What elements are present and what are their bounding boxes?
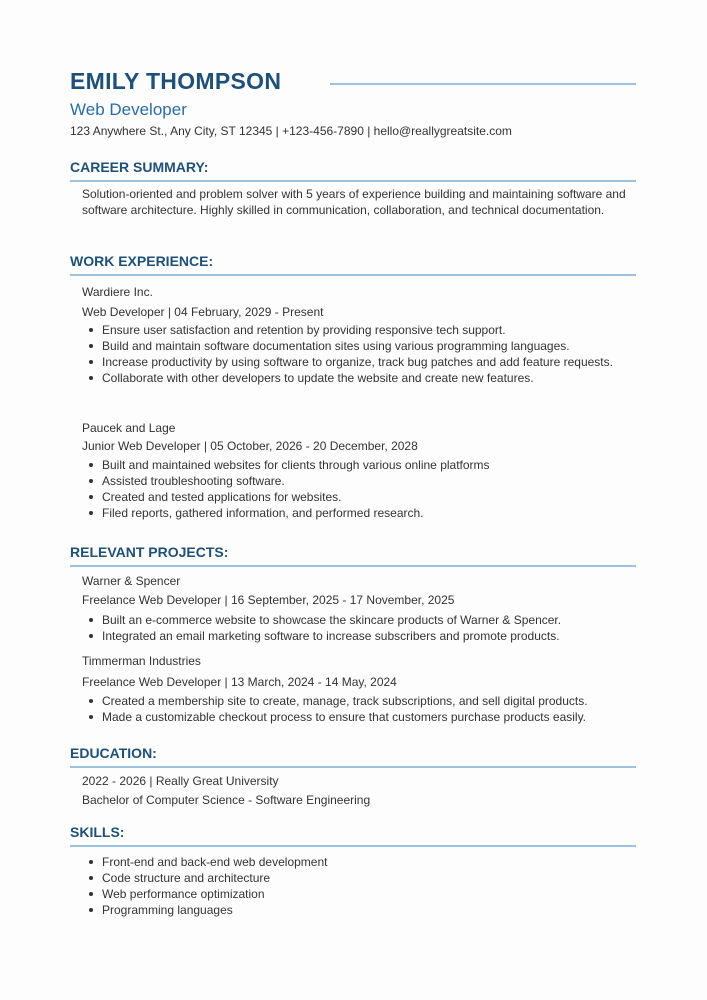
job-position: Web Developer | 04 February, 2029 - Present (82, 305, 324, 319)
section-heading: CAREER SUMMARY: (70, 159, 209, 175)
list-item: Created and tested applications for websites. (82, 489, 622, 505)
relevant-projects-heading-block (70, 543, 636, 567)
project-bullets (82, 693, 622, 725)
section-divider (70, 766, 636, 768)
list-item: Filed reports, gathered information, and performed research. (82, 505, 622, 521)
list-item: Front-end and back-end web development (82, 854, 622, 870)
job-company: Wardiere Inc. (82, 285, 153, 299)
section-heading: SKILLS: (70, 824, 125, 840)
section-heading: EDUCATION: (70, 745, 157, 761)
skills-list (82, 854, 622, 918)
list-item: Programming languages (82, 902, 622, 918)
project-bullets (82, 612, 622, 644)
project-position: Freelance Web Developer | 13 March, 2024 - 14 May, 2024 (82, 675, 397, 689)
project-client: Warner & Spencer (82, 574, 181, 588)
skills-heading-block (70, 823, 636, 847)
list-item: Built an e-commerce website to showcase the skincare products of Warner & Spencer. (82, 612, 622, 628)
job-company: Paucek and Lage (82, 421, 176, 435)
career-summary-heading-block (70, 158, 636, 182)
list-item: Collaborate with other developers to update the website and create new features. (82, 370, 622, 386)
header-divider (330, 83, 636, 85)
project-position: Freelance Web Developer | 16 September, 2025 - 17 November, 2025 (82, 593, 455, 607)
job-position: Junior Web Developer | 05 October, 2026 - 20 December, 2028 (82, 439, 418, 453)
list-item: Built and maintained websites for clients through various online platforms (82, 457, 622, 473)
job-bullets (82, 322, 622, 386)
work-experience-heading-block (70, 252, 636, 276)
list-item: Build and maintain software documentation sites using various programming languages. (82, 338, 622, 354)
list-item: Increase productivity by using software to organize, track bug patches and add feature requests. (82, 354, 622, 370)
list-item: Ensure user satisfaction and retention by providing responsive tech support. (82, 322, 622, 338)
list-item: Made a customizable checkout process to ensure that customers purchase products easily. (82, 709, 622, 725)
section-divider (70, 565, 636, 567)
list-item: Created a membership site to create, manage, track subscriptions, and sell digital products. (82, 693, 622, 709)
job-bullets (82, 457, 622, 521)
education-heading-block (70, 744, 636, 768)
list-item: Code structure and architecture (82, 870, 622, 886)
candidate-title: Web Developer (70, 100, 187, 119)
section-divider (70, 274, 636, 276)
career-summary-text: Solution-oriented and problem solver with 5 years of experience building and maintaining software and software architecture. Highly skilled in communication, collaboration, and technical documentation. (82, 187, 626, 217)
contact-line: 123 Anywhere St., Any City, ST 12345 | +123-456-7890 | hello@reallygreatsite.com (70, 124, 512, 138)
education-degree: Bachelor of Computer Science - Software Engineering (82, 793, 371, 807)
section-divider (70, 845, 636, 847)
section-heading: WORK EXPERIENCE: (70, 253, 214, 269)
section-divider (70, 180, 636, 182)
candidate-name: EMILY THOMPSON (70, 68, 282, 94)
project-client: Timmerman Industries (82, 654, 201, 668)
list-item: Assisted troubleshooting software. (82, 473, 622, 489)
section-heading: RELEVANT PROJECTS: (70, 544, 229, 560)
list-item: Web performance optimization (82, 886, 622, 902)
education-dates-school: 2022 - 2026 | Really Great University (82, 774, 279, 788)
list-item: Integrated an email marketing software to increase subscribers and promote products. (82, 628, 622, 644)
